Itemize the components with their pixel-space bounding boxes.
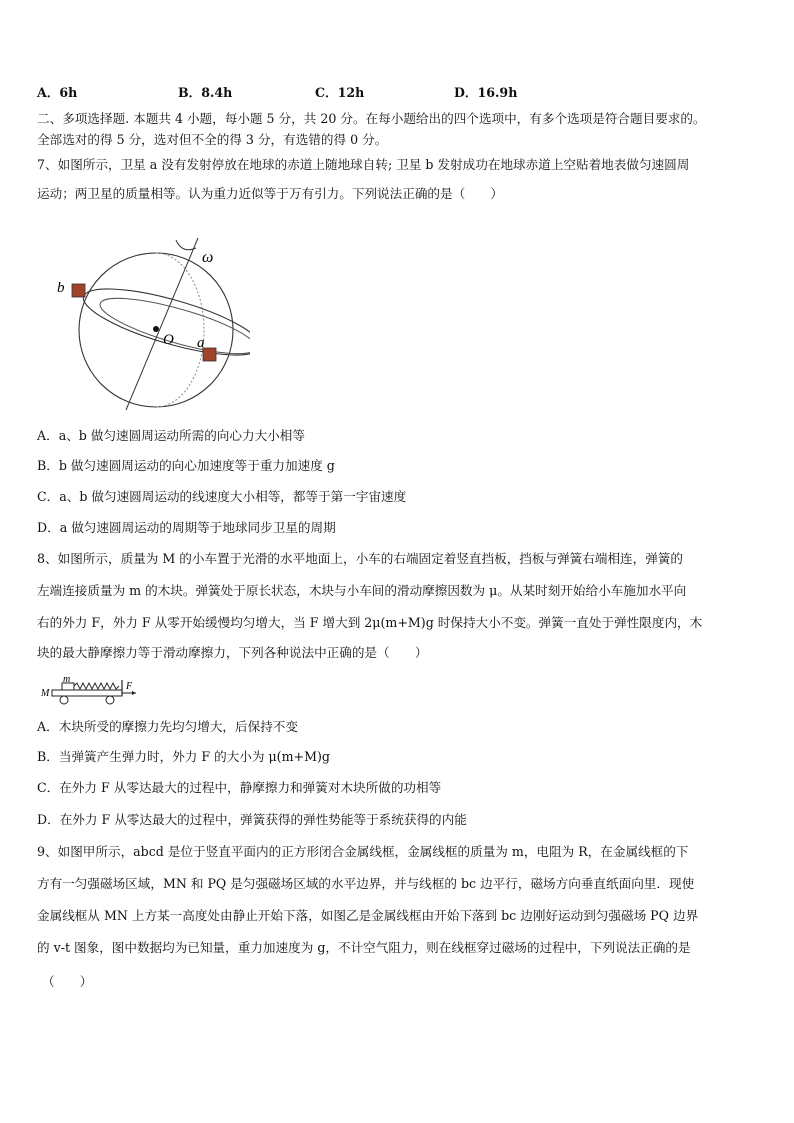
q6-option-b: B．8.4h [178,85,233,100]
q9-stem-line4: 的 v-t 图象，图中数据均为已知量，重力加速度为 g，不计空气阻力，则在线框穿过磁场的过程中，下列说法正确的是 [37,940,691,955]
orbit-b [77,275,250,368]
q9-stem-line1: 9、如图甲所示，abcd 是位于竖直平面内的正方形闭合金属线框，金属线框的质量为 m，电阻为 R，在金属线框的下 [37,844,689,859]
label-F: F [126,681,133,692]
wheel-right [106,696,114,704]
q8-option-b: B．当弹簧产生弹力时，外力 F 的大小为 μ(m+M)g [37,749,330,764]
spring [74,683,119,689]
label-b: b [57,280,65,296]
label-omega: ω [202,249,214,266]
q8-stem-line4: 块的最大静摩擦力等于滑动摩擦力，下列各种说法中正确的是（ ） [37,645,428,660]
q7-figure [50,228,250,413]
q8-stem-line3: 右的外力 F，外力 F 从零开始缓慢均匀增大，当 F 增大到 2μ(m+M)g 时保持大小不变。弹簧一直处于弹性限度内，木 [37,615,703,630]
q8-stem-line1: 8、如图所示，质量为 M 的小车置于光滑的水平地面上，小车的右端固定着竖直挡板，挡板与弹簧右端相连，弹簧的 [37,551,684,566]
q7-option-a: A．a、b 做匀速圆周运动所需的向心力大小相等 [37,428,305,443]
cart-body [52,690,122,696]
q8-option-c: C．在外力 F 从零达最大的过程中，静摩擦力和弹簧对木块所做的功相等 [37,780,442,795]
q6-option-a: A．6h [37,85,78,100]
section2-line2: 全部选对的得 5 分，选对但不全的得 3 分，有选错的得 0 分。 [37,132,388,147]
dotted-meridian [156,253,204,407]
label-m: m [63,674,71,685]
label-O: O [163,332,174,348]
rotation-arrow-icon [176,240,196,250]
force-arrowhead-icon [132,691,136,695]
label-a: a [197,335,205,351]
q6-option-c: C．12h [315,85,365,100]
q7-option-c: C．a、b 做匀速圆周运动的线速度大小相等，都等于第一宇宙速度 [37,489,407,504]
q6-option-d: D．16.9h [454,85,518,100]
rotation-axis [126,238,198,410]
q8-stem-line2: 左端连接质量为 m 的木块。弹簧处于原长状态，木块与小车间的滑动摩擦因数为 μ。从某时刻开始给小车施加水平向 [37,583,687,598]
section2-line1: 二、多项选择题. 本题共 4 小题，每小题 5 分，共 20 分。在每小题给出的四个选项中，有多个选项是符合题目要求的。 [37,111,706,126]
satellite-b [72,284,85,297]
q7-option-b: B．b 做匀速圆周运动的向心加速度等于重力加速度 g [37,458,335,473]
q6-options [37,82,737,100]
q7-stem-line1: 7、如图所示，卫星 a 没有发射停放在地球的赤道上随地球自转; 卫星 b 发射成功在地球赤道上空贴着地表做匀速圆周 [37,157,690,172]
center-dot [153,326,159,332]
q7-option-d: D．a 做匀速圆周运动的周期等于地球同步卫星的周期 [37,520,336,535]
q8-option-d: D．在外力 F 从零达最大的过程中，弹簧获得的弹性势能等于系统获得的内能 [37,812,467,827]
q9-stem-line5: （ ） [42,974,93,989]
q7-stem-line2: 运动；两卫星的质量相等。认为重力近似等于万有引力。下列说法正确的是（ ） [37,186,503,201]
satellite-a [203,348,216,361]
wheel-left [60,696,68,704]
q9-stem-line2: 方有一匀强磁场区域，MN 和 PQ 是匀强磁场区域的水平边界，并与线框的 bc 边平行，磁场方向垂直纸面向里．现使 [37,876,695,891]
q8-figure [40,674,140,706]
q9-stem-line3: 金属线框从 MN 上方某一高度处由静止开始下落，如图乙是金属线框由开始下落到 bc 边刚好运动到匀强磁场 PQ 边界 [37,908,699,923]
label-M: M [41,688,50,699]
q8-option-a: A．木块所受的摩擦力先均匀增大，后保持不变 [37,719,298,734]
